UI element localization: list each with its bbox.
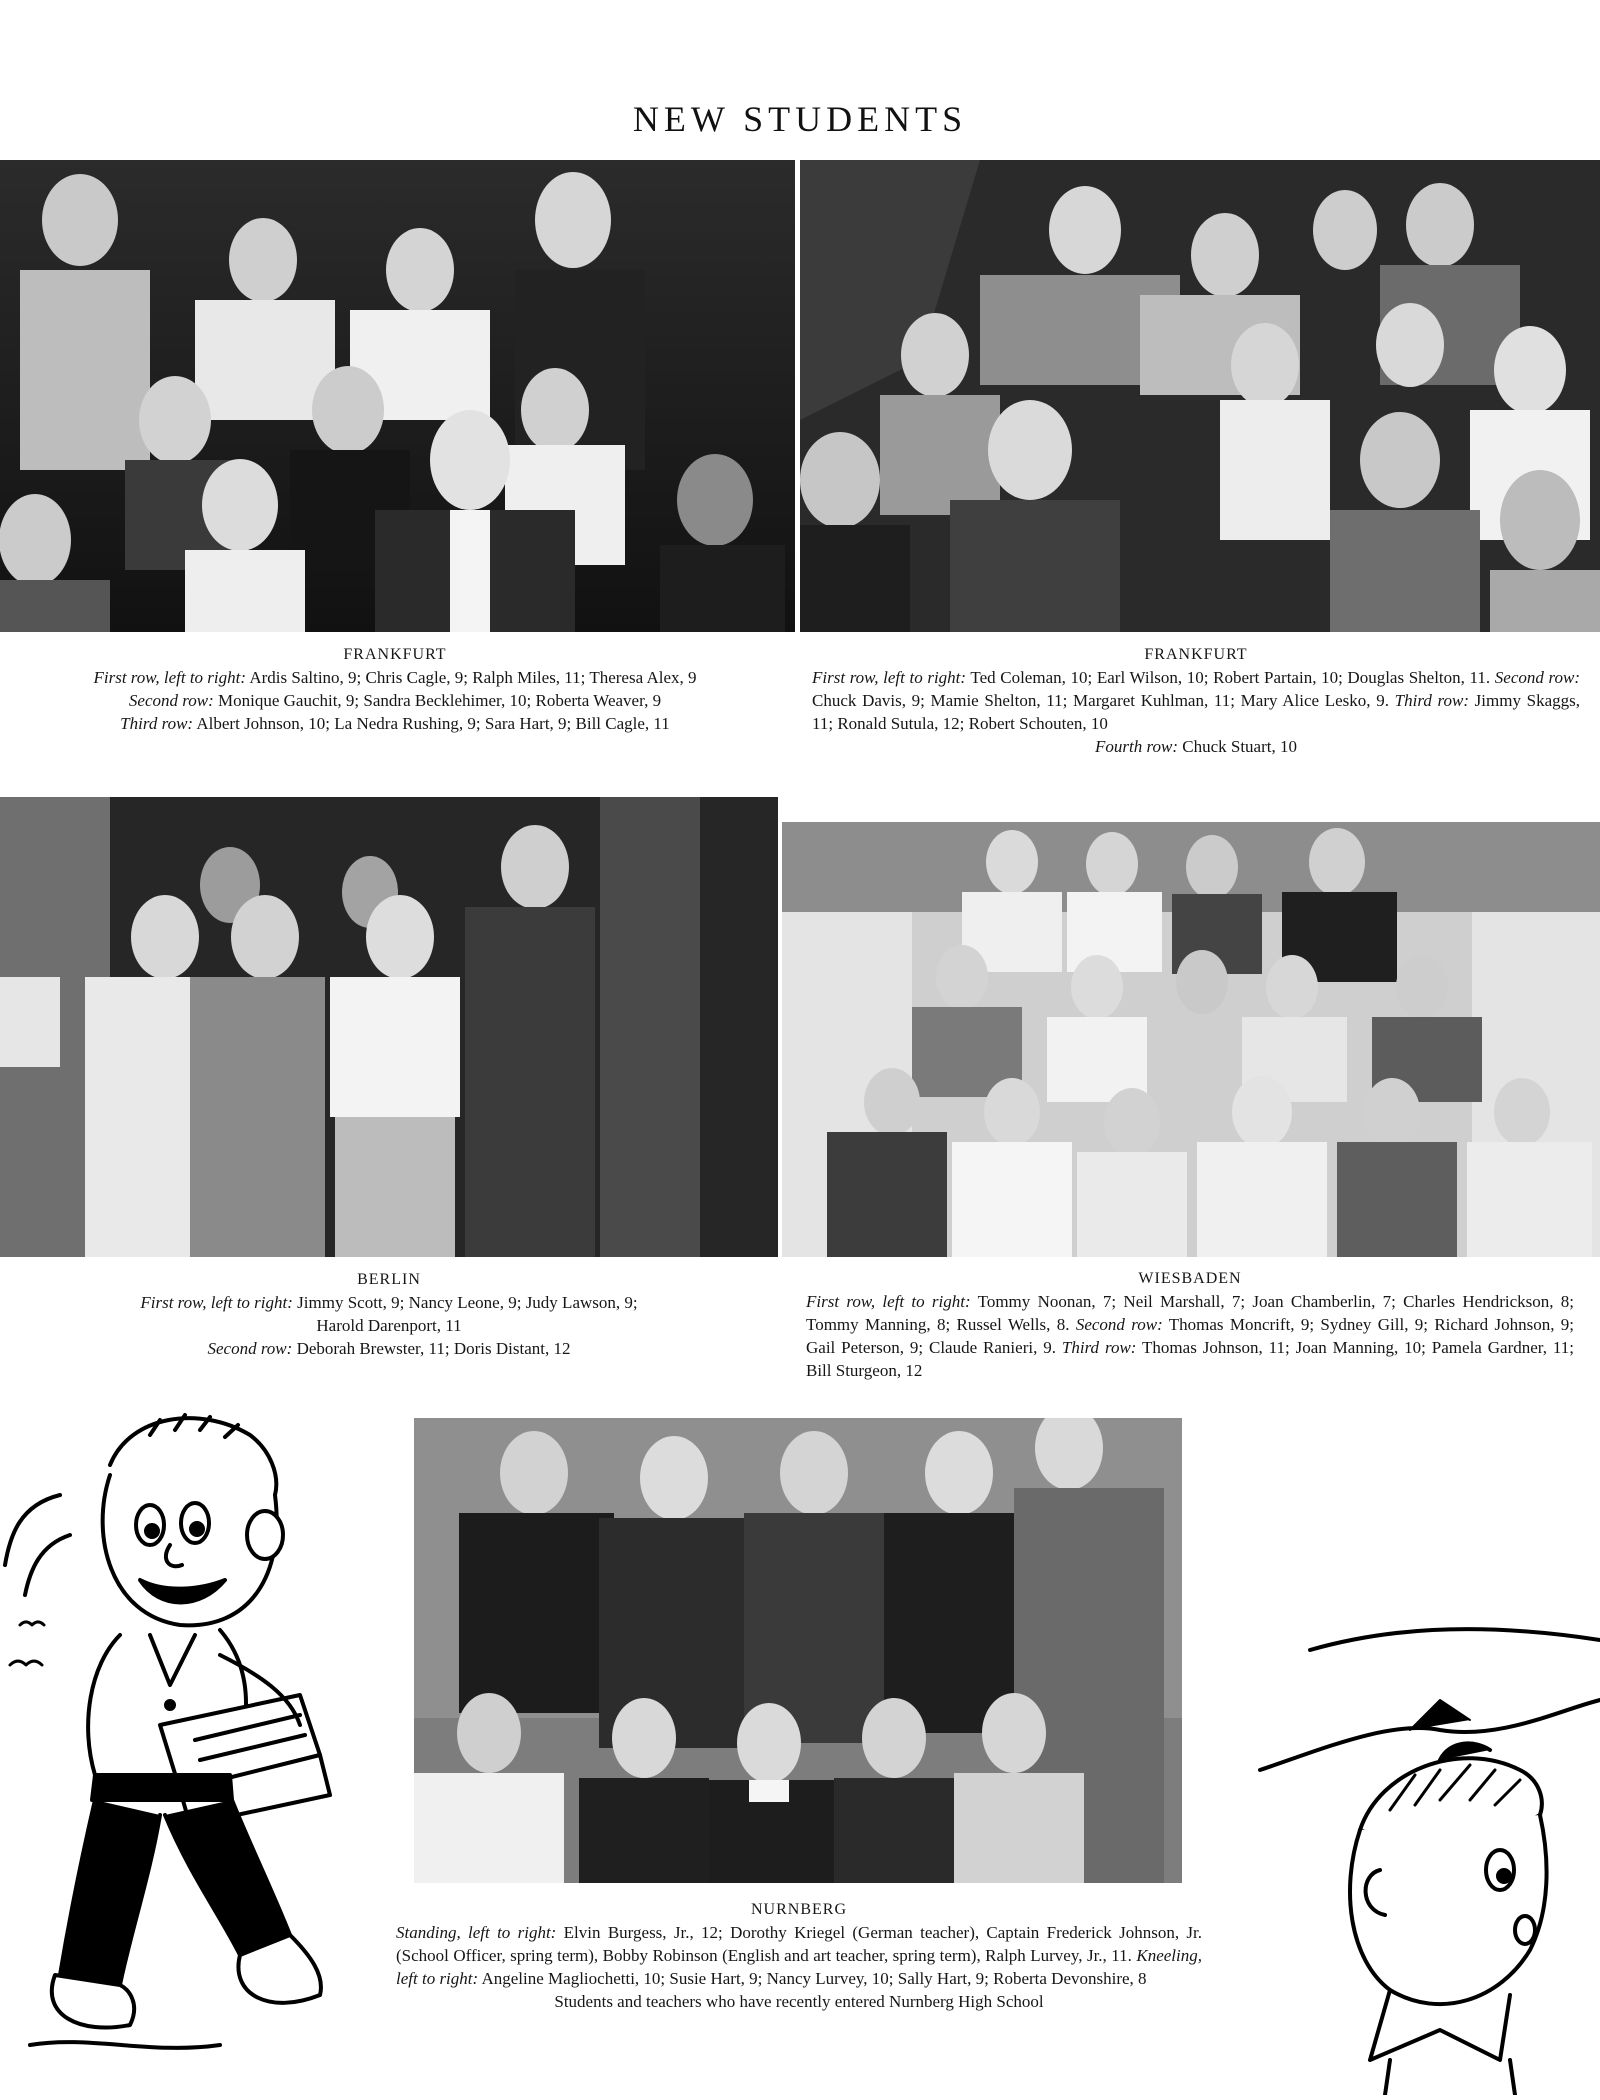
row-label: Third row: bbox=[120, 714, 194, 733]
row-label: First row, left to right: bbox=[140, 1293, 293, 1312]
row-label: Second row: bbox=[207, 1339, 293, 1358]
cartoon-boy-with-cap bbox=[1240, 1600, 1600, 2095]
frankfurt-2-fourth-row bbox=[812, 735, 1580, 758]
row-label: Second row: bbox=[1075, 1315, 1163, 1334]
frankfurt-photo-1-image bbox=[0, 160, 795, 632]
frankfurt-caption-1 bbox=[0, 643, 790, 735]
row-names: Jimmy Scott, 9; Nancy Leone, 9; Judy Lawson, 9; bbox=[297, 1293, 638, 1312]
row-label: Second row: bbox=[1494, 668, 1581, 687]
berlin-first-row-cont: Harold Darenport, 11 bbox=[316, 1316, 462, 1335]
frankfurt-2-location: FRANKFURT bbox=[1144, 646, 1248, 663]
row-label: Second row: bbox=[128, 691, 214, 710]
row-names: Thomas Johnson, 11; Joan Manning, 10; Pamela Gardner, 11; Bill Sturgeon, 12 bbox=[806, 1338, 1574, 1380]
nurnberg-caption bbox=[396, 1898, 1202, 2013]
row-names: Angeline Magliochetti, 10; Susie Hart, 9; Nancy Lurvey, 10; Sally Hart, 9; Roberta Devonshire, 8 bbox=[481, 1969, 1147, 1988]
berlin-location: BERLIN bbox=[357, 1271, 421, 1288]
cartoon-boy-with-books bbox=[0, 1395, 400, 2095]
nurnberg-location: NURNBERG bbox=[750, 1901, 847, 1918]
row-names: Chuck Davis, 9; Mamie Shelton, 11; Margaret Kuhlman, 11; Mary Alice Lesko, 9. bbox=[812, 691, 1389, 710]
nurnberg-photo bbox=[414, 1418, 1182, 1883]
frankfurt-1-location: FRANKFURT bbox=[343, 646, 447, 663]
frankfurt-photo-1 bbox=[0, 160, 795, 632]
row-names: Jimmy Skaggs, 11; Ronald Sutula, 12; Robert Schouten, 10 bbox=[812, 691, 1581, 733]
wiesbaden-rows bbox=[806, 1290, 1574, 1382]
row-names: Monique Gauchit, 9; Sandra Becklehimer, 10; Roberta Weaver, 9 bbox=[217, 691, 662, 710]
row-label: First row, left to right: bbox=[806, 1292, 971, 1311]
row-names: Ted Coleman, 10; Earl Wilson, 10; Robert Partain, 10; Douglas Shelton, 11. bbox=[970, 668, 1491, 687]
row-label: First row, left to right: bbox=[93, 668, 247, 687]
row-names: Ardis Saltino, 9; Chris Cagle, 9; Ralph Miles, 11; Theresa Alex, 9 bbox=[249, 668, 697, 687]
row-label: Third row: bbox=[1061, 1338, 1137, 1357]
frankfurt-2-rows bbox=[812, 666, 1580, 735]
berlin-first-row bbox=[40, 1291, 738, 1314]
frankfurt-photo-2-image bbox=[800, 160, 1600, 632]
row-label: Kneeling, left to right: bbox=[396, 1946, 1202, 1988]
row-label: Standing, left to right: bbox=[396, 1923, 557, 1942]
berlin-photo-image bbox=[0, 797, 778, 1257]
row-names: Elvin Burgess, Jr., 12; Dorothy Kriegel (German teacher), Captain Frederick Johnson, Jr. (School Officer, spring term), Bobby Robinson (English and art teacher, spring term), Ralph Lurvey, Jr., 11. bbox=[396, 1923, 1202, 1965]
frankfurt-caption-2 bbox=[812, 643, 1580, 758]
berlin-photo bbox=[0, 797, 778, 1257]
frankfurt-photo-2 bbox=[800, 160, 1600, 632]
page-title: NEW STUDENTS bbox=[632, 99, 968, 140]
nurnberg-footnote: Students and teachers who have recently entered Nurnberg High School bbox=[554, 1992, 1044, 2011]
wiesbaden-caption bbox=[806, 1267, 1574, 1382]
row-names: Tommy Noonan, 7; Neil Marshall, 7; Joan Chamberlin, 7; Charles Hendrickson, 8; Tommy Manning, 8; Russel Wells, 8. bbox=[806, 1292, 1574, 1334]
row-label: Third row: bbox=[1394, 691, 1469, 710]
frankfurt-1-first-row bbox=[0, 666, 790, 689]
wiesbaden-photo bbox=[782, 822, 1600, 1257]
frankfurt-1-third-row bbox=[0, 712, 790, 735]
berlin-second-row bbox=[40, 1337, 738, 1360]
nurnberg-rows bbox=[396, 1921, 1202, 1990]
berlin-caption bbox=[40, 1268, 738, 1360]
row-names: Thomas Moncrift, 9; Sydney Gill, 9; Richard Johnson, 9; Gail Peterson, 9; Claude Ranieri, 9. bbox=[806, 1315, 1575, 1357]
frankfurt-1-second-row bbox=[0, 689, 790, 712]
row-label: First row, left to right: bbox=[812, 668, 967, 687]
row-names: Albert Johnson, 10; La Nedra Rushing, 9; Sara Hart, 9; Bill Cagle, 11 bbox=[196, 714, 670, 733]
row-label: Fourth row: bbox=[1095, 737, 1178, 756]
wiesbaden-location: WIESBADEN bbox=[1138, 1270, 1242, 1287]
row-names: Deborah Brewster, 11; Doris Distant, 12 bbox=[296, 1339, 571, 1358]
row-names: Chuck Stuart, 10 bbox=[1182, 737, 1297, 756]
wiesbaden-photo-image bbox=[782, 822, 1600, 1257]
nurnberg-photo-image bbox=[414, 1418, 1182, 1883]
